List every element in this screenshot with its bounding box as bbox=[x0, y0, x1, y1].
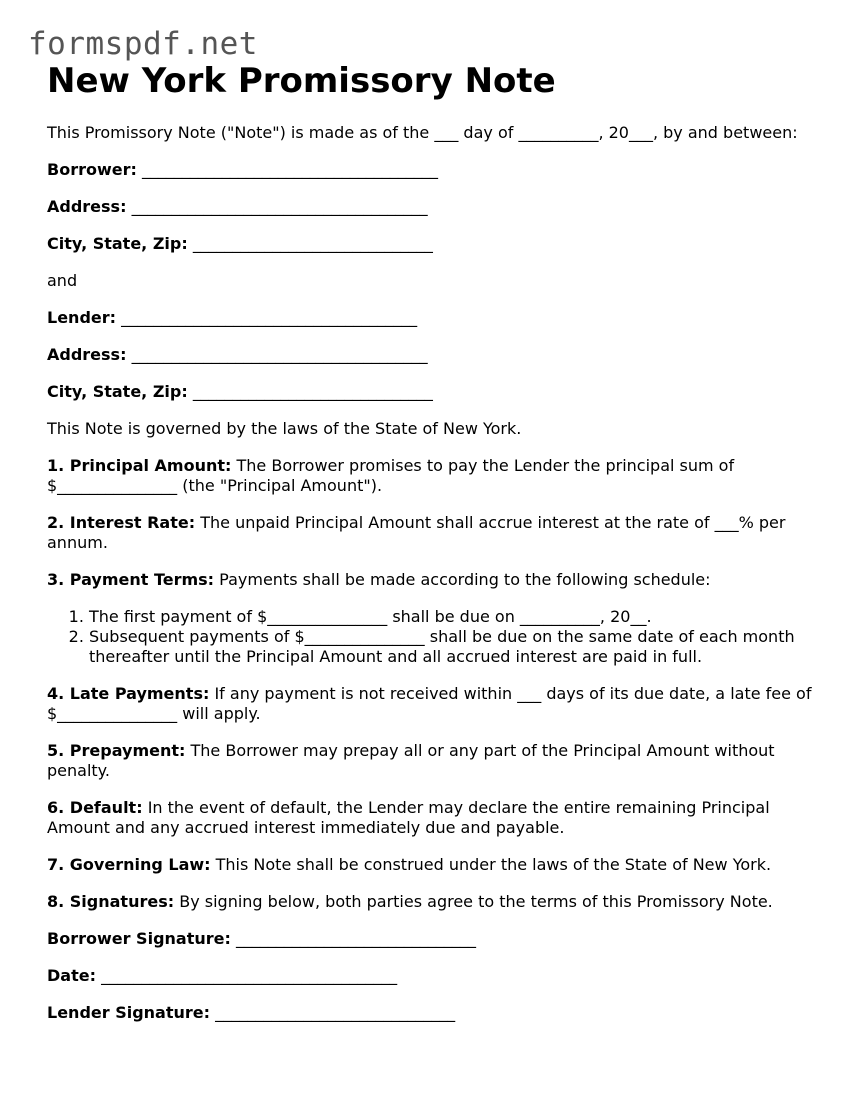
signatures-label: 8. Signatures: bbox=[47, 892, 175, 911]
law-text: This Note shall be construed under the laws of the State of New York. bbox=[215, 855, 772, 874]
section-principal bbox=[47, 456, 817, 496]
borrower-address-blank[interactable]: _____________________________________ bbox=[131, 197, 428, 216]
borrower-name-field bbox=[47, 160, 817, 180]
lender-address-field bbox=[47, 345, 817, 365]
lender-name-blank[interactable]: _____________________________________ bbox=[121, 308, 418, 327]
lender-signature-label: Lender Signature: bbox=[47, 1003, 211, 1022]
section-prepayment bbox=[47, 741, 817, 781]
law-label: 7. Governing Law: bbox=[47, 855, 211, 874]
document-page bbox=[47, 60, 817, 1023]
lender-address-blank[interactable]: _____________________________________ bbox=[131, 345, 428, 364]
interest-text: The unpaid Principal Amount shall accrue interest at the rate of ___% per annum. bbox=[47, 513, 786, 552]
date-label: Date: bbox=[47, 966, 96, 985]
borrower-signature-blank[interactable]: ______________________________ bbox=[235, 929, 476, 948]
borrower-csz-blank[interactable]: ______________________________ bbox=[192, 234, 433, 253]
lender-address-label: Address: bbox=[47, 345, 127, 364]
borrower-signature-field bbox=[47, 929, 817, 949]
and-text: and bbox=[47, 271, 78, 290]
section-payment bbox=[47, 570, 817, 590]
borrower-name-label: Borrower: bbox=[47, 160, 137, 179]
borrower-address-label: Address: bbox=[47, 197, 127, 216]
borrower-csz-label: City, State, Zip: bbox=[47, 234, 188, 253]
borrower-csz-field bbox=[47, 234, 817, 254]
section-interest bbox=[47, 513, 817, 553]
principal-text: The Borrower promises to pay the Lender the principal sum of $_______________ (the "Principal Amount"). bbox=[47, 456, 735, 495]
lender-csz-field bbox=[47, 382, 817, 402]
watermark: formspdf.net bbox=[28, 26, 258, 62]
principal-label: 1. Principal Amount: bbox=[47, 456, 232, 475]
section-late bbox=[47, 684, 817, 724]
governed-text: This Note is governed by the laws of the State of New York. bbox=[47, 419, 522, 438]
date-blank[interactable]: _____________________________________ bbox=[101, 966, 398, 985]
prepayment-text: The Borrower may prepay all or any part of the Principal Amount without penalty. bbox=[47, 741, 775, 780]
lender-signature-field bbox=[47, 1003, 817, 1023]
default-label: 6. Default: bbox=[47, 798, 143, 817]
payment-schedule-list bbox=[47, 607, 817, 667]
borrower-signature-label: Borrower Signature: bbox=[47, 929, 231, 948]
schedule-item: 2. Subsequent payments of $_______________ shall be due on the same date of each month thereafter until the Principal Amount and all accrued interest are paid in full. bbox=[89, 627, 817, 667]
date-field bbox=[47, 966, 817, 986]
payment-label: 3. Payment Terms: bbox=[47, 570, 215, 589]
lender-csz-blank[interactable]: ______________________________ bbox=[192, 382, 433, 401]
borrower-name-blank[interactable]: _____________________________________ bbox=[141, 160, 438, 179]
lender-signature-blank[interactable]: ______________________________ bbox=[215, 1003, 456, 1022]
page-title: New York Promissory Note bbox=[47, 61, 556, 101]
payment-text: Payments shall be made according to the following schedule: bbox=[219, 570, 711, 589]
prepayment-label: 5. Prepayment: bbox=[47, 741, 186, 760]
lender-name-label: Lender: bbox=[47, 308, 117, 327]
section-law bbox=[47, 855, 817, 875]
interest-label: 2. Interest Rate: bbox=[47, 513, 196, 532]
section-signatures bbox=[47, 892, 817, 912]
section-default bbox=[47, 798, 817, 838]
late-text: If any payment is not received within ___ days of its due date, a late fee of $_______________ will apply. bbox=[47, 684, 812, 723]
intro-paragraph: This Promissory Note ("Note") is made as of the ___ day of __________, 20___, by and between: bbox=[47, 123, 798, 142]
signatures-text: By signing below, both parties agree to the terms of this Promissory Note. bbox=[179, 892, 773, 911]
late-label: 4. Late Payments: bbox=[47, 684, 210, 703]
lender-name-field bbox=[47, 308, 817, 328]
lender-csz-label: City, State, Zip: bbox=[47, 382, 188, 401]
borrower-address-field bbox=[47, 197, 817, 217]
default-text: In the event of default, the Lender may declare the entire remaining Principal Amount and any accrued interest immediately due and payable. bbox=[47, 798, 770, 837]
schedule-item: 1. The first payment of $_______________ shall be due on __________, 20__. bbox=[89, 607, 817, 627]
